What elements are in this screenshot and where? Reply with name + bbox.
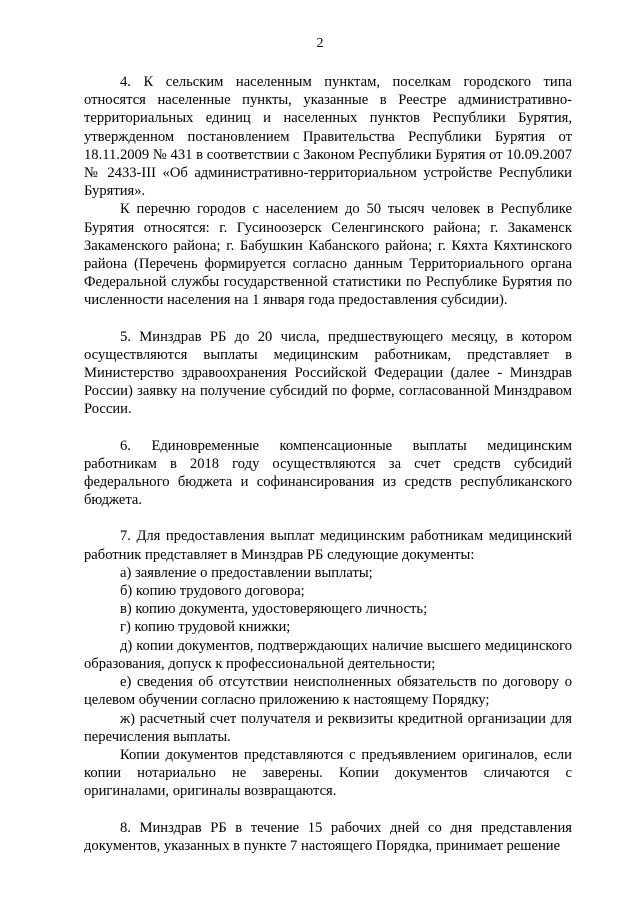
list-item-v: в) копию документа, удостоверяющего личность; xyxy=(120,601,428,618)
document-body xyxy=(84,73,572,855)
list-item-a: а) заявление о предоставлении выплаты; xyxy=(120,564,373,581)
list-item-zh: ж) расчетный счет получателя и реквизиты кредитной организации для перечисления выплаты. xyxy=(84,710,572,745)
list-item-g: г) копию трудовой книжки; xyxy=(120,619,291,636)
paragraph-item-7: 7. Для предоставления выплат медицинским работникам медицинский работник представляет в Минздрав РБ следующие документы: xyxy=(84,528,572,563)
page-number: 2 xyxy=(316,36,324,51)
paragraph-copies: Копии документов представляются с предъявлением оригиналов, если копии нотариально не заверены. Копии документов сличаются с оригиналами, оригиналы возвращаются. xyxy=(84,746,572,800)
list-item-e: е) сведения об отсутствии неисполненных обязательств по договору о целевом обучении согласно приложению к настоящему Порядку; xyxy=(84,674,572,709)
list-item-b: б) копию трудового договора; xyxy=(120,583,305,600)
list-item-d: д) копии документов, подтверждающих наличие высшего медицинского образования, допуск к профессиональной деятельности; xyxy=(84,637,572,672)
paragraph-item-4: 4. К сельским населенным пунктам, поселкам городского типа относятся населенные пункты, указанные в Реестре административно-территориальных единиц и населенных пунктов Республики Бурятия, утвержденном постановлением Правительства Республики Бурятия от 18.11.2009 № 431 в соответствии с Законом Республики Бурятия от 10.09.2007 № 2433-III «Об административно-территориальном устройстве Республики Бурятия». xyxy=(84,74,572,200)
paragraph-cities-list: К перечню городов с населением до 50 тысяч человек в Республике Бурятия относятся: г. Гусиноозерск Селенгинского района; г. Закаменск Закаменского района; г. Бабушкин Кабанского района; г. Кяхта Кяхтинского района (Перечень формируется согласно данным Территориального органа Федеральной службы государственной статистики по Республике Бурятия по численности населения на 1 января года предоставления субсидии). xyxy=(84,201,572,309)
paragraph-item-5: 5. Минздрав РБ до 20 числа, предшествующего месяцу, в котором осуществляются выплаты медицинским работникам, представляет в Министерство здравоохранения Российской Федерации (далее - Минздрав России) заявку на получение субсидий по форме, согласованной Минздравом России. xyxy=(84,328,572,418)
paragraph-item-6: 6. Единовременные компенсационные выплаты медицинским работникам в 2018 году осуществляются за счет средств субсидий федерального бюджета и софинансирования из средств республиканского бюджета. xyxy=(84,437,572,509)
paragraph-item-8: 8. Минздрав РБ в течение 15 рабочих дней со дня представления документов, указанных в пункте 7 настоящего Порядка, принимает решение xyxy=(84,819,572,854)
